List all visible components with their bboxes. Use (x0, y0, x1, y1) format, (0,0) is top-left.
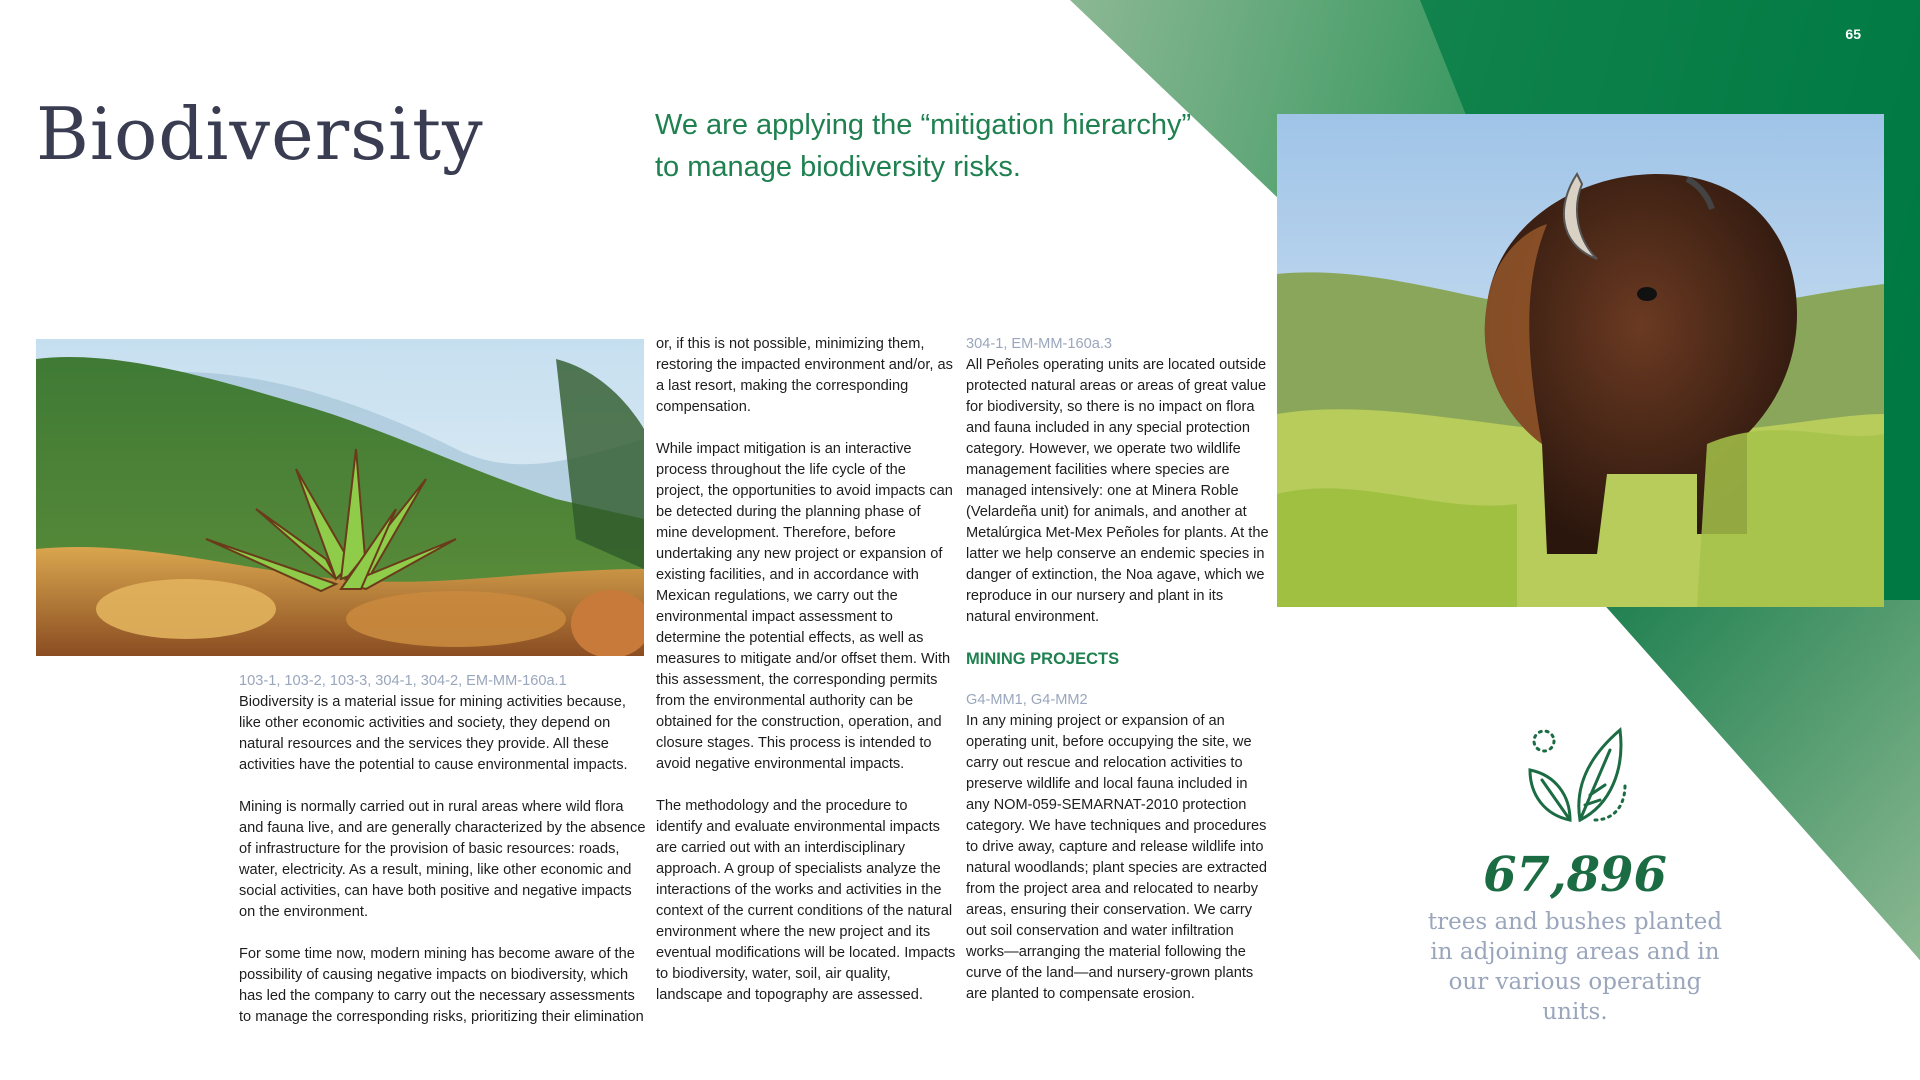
paragraph: In any mining project or expansion of an operating unit, before occupying the site, we carry out rescue and relocation activities to preserve wildlife and local fauna included in any NOM-059-SEMARNAT-2010 protection category. We have techniques and procedures to drive away, capture and release wildlife into natural woodlands; plant species are extracted from the project area and relocated to nearby areas, ensuring their conservation. We carry out soil conservation and water infiltration works—arranging the material following the curve of the land—and nursery-grown plants are planted to compensate erosion. (966, 713, 1267, 1002)
page-number: 65 (1845, 26, 1861, 42)
paragraph: Biodiversity is a material issue for mining activities because, like other economic activities and society, they depend on natural resources and the services they provide. All these activities have the potential to cause environmental impacts. (239, 694, 628, 773)
stat-label: trees and bushes planted in adjoining areas and in our various operating units. (1427, 909, 1723, 1025)
text-column-1 (239, 671, 649, 1049)
trees-planted-stat (1420, 725, 1730, 1027)
paragraph: All Peñoles operating units are located outside protected natural areas or areas of great value for biodiversity, so there is no impact on flora and fauna included in any special protection category. However, we operate two wildlife management facilities where species are managed intensively: one at Minera Roble (Velardeña unit) for animals, and another at Metalúrgica Met-Mex Peñoles for plants. At the latter we help conserve an endemic species in danger of extinction, the Noa agave, which we reproduce in our nursery and plant in its natural environment. (966, 357, 1269, 625)
paragraph: Mining is normally carried out in rural areas where wild flora and fauna live, and are generally characterized by the absence of infrastructure for the provision of basic resources: roads, water, electricity. As a result, mining, like other economic and social activities, can have both positive and negative impacts on the environment. (239, 799, 646, 920)
section-heading-mining-projects: MINING PROJECTS (966, 650, 1120, 668)
bison-photo (1277, 114, 1884, 607)
agave-photo (36, 339, 644, 656)
page-title: Biodiversity (36, 92, 484, 176)
page-subtitle: We are applying the “mitigation hierarchy” to manage biodiversity risks. (655, 109, 1192, 183)
paragraph: The methodology and the procedure to identify and evaluate environmental impacts are carried out with an interdisciplinary approach. A group of specialists analyze the interactions of the works and activities in the context of the current conditions of the natural environment where the new project and its eventual modifications will be located. Impacts to biodiversity, water, soil, air quality, landscape and topography are assessed. (656, 798, 956, 1003)
paragraph: or, if this is not possible, minimizing them, restoring the impacted environment and/or, as a last resort, making the corresponding compensation. (656, 336, 953, 415)
gri-reference: 304-1, EM-MM-160a.3 (966, 336, 1112, 352)
text-column-3 (966, 334, 1271, 1026)
gri-reference: 103-1, 103-2, 103-3, 304-1, 304-2, EM-MM-160a.1 (239, 673, 567, 689)
leaves-icon (1520, 725, 1630, 835)
text-column-2 (656, 334, 956, 1027)
paragraph: For some time now, modern mining has become aware of the possibility of causing negative impacts on biodiversity, which has led the company to carry out the necessary assessments to manage the corresponding risks, prioritizing their elimination (239, 946, 644, 1025)
gri-reference: G4-MM1, G4-MM2 (966, 692, 1088, 708)
stat-value: 67,896 (1483, 847, 1667, 903)
paragraph: While impact mitigation is an interactive process throughout the life cycle of the project, the opportunities to avoid impacts can be detected during the planning phase of mine development. Therefore, before undertaking any new project or expansion of existing facilities, and in accordance with Mexican regulations, we carry out the environmental impact assessment to determine the potential effects, as well as measures to mitigate and/or offset them. With this assessment, the corresponding permits from the environmental authority can be obtained for the construction, operation, and closure stages. This process is intended to avoid negative environmental impacts. (656, 441, 953, 772)
